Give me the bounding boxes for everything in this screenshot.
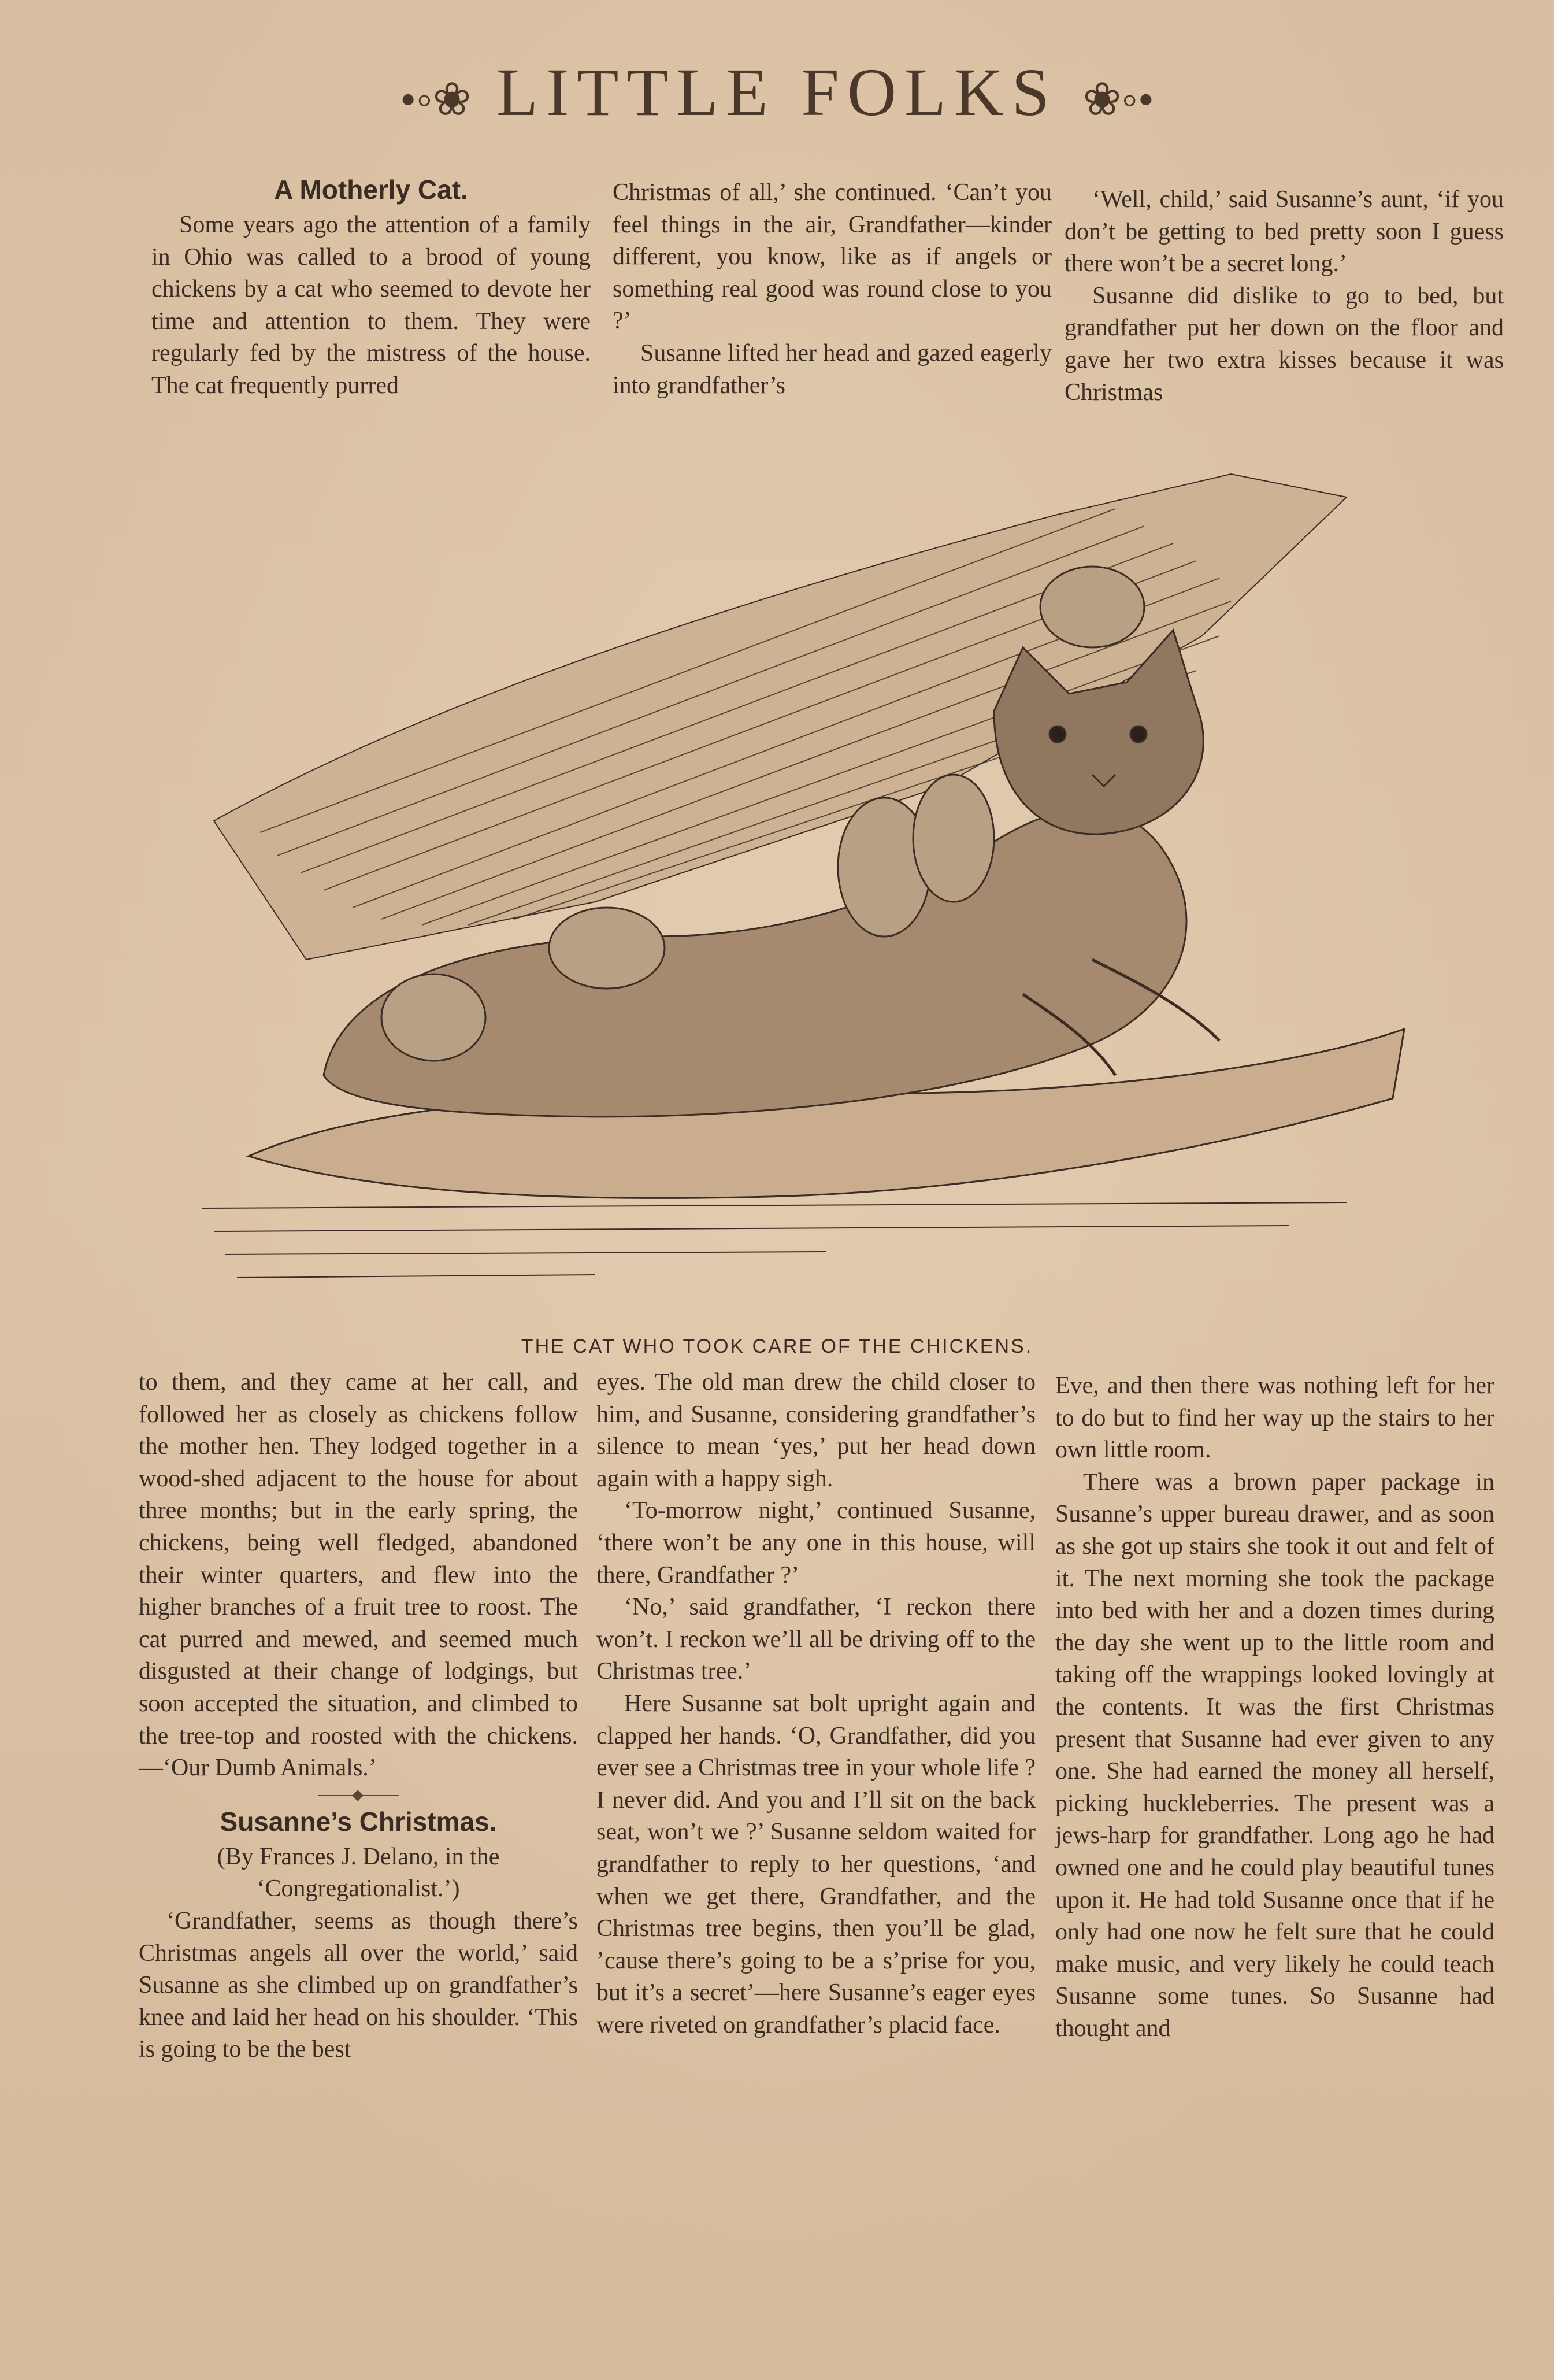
illustration-caption: THE CAT WHO TOOK CARE OF THE CHICKENS. bbox=[521, 1335, 1033, 1357]
byline-line-2: ‘Congregationalist.’) bbox=[257, 1875, 460, 1902]
article-paragraph: ‘Grandfather, seems as though there’s Christmas angels all over the world,’ said Susanne as she climbed up on grandfather’s knee and laid her head on his shoulder. ‘This is going to be the best bbox=[139, 1907, 578, 2063]
column-1-bottom bbox=[139, 1367, 578, 2066]
article-paragraph: ‘Well, child,’ said Susanne’s aunt, ‘if you don’t be getting to bed pretty soon I guess there won’t be a secret long.’ bbox=[1065, 186, 1504, 277]
article-paragraph: ‘To-morrow night,’ continued Susanne, ‘there won’t be any one in this house, will there, Grandfather ?’ bbox=[596, 1497, 1036, 1589]
article-paragraph: Susanne did dislike to go to bed, but grandfather put her down on the floor and gave her two extra kisses because it was Christmas bbox=[1065, 282, 1504, 406]
column-2-top bbox=[613, 177, 1052, 402]
article-paragraph: Here Susanne sat bolt upright again and clapped her hands. ‘O, Grandfather, did you ever see a Christmas tree in your whole life ? I never did. And you and I’ll sit on the back seat, won’t we ?’ Susanne seldom waited for grandfather to reply to her questions, ‘and when we get there, Grandfather, and the Christmas tree begins, then you’ll be glad, ’cause there’s going to be a s’prise for you, but it’s a secret’—here Susanne’s eager eyes were riveted on grandfather’s placid face. bbox=[596, 1690, 1036, 2038]
column-1-top bbox=[151, 172, 591, 402]
masthead bbox=[0, 53, 1554, 132]
masthead-ornament-right: ❀◦• bbox=[1082, 74, 1154, 125]
article-paragraph: to them, and they came at her call, and followed her as closely as chickens follow the mother hen. They lodged together in a wood-shed adjacent to the house for about three months; but in the early spring, the chickens, being well fledged, abandoned their winter quarters, and flew into the higher branches of a fruit tree to roost. The cat purred and mewed, and seemed much disgusted at their change of lodgings, but soon accepted the situation, and climbed to the tree-top and roosted with the chickens.—‘Our Dumb Animals.’ bbox=[139, 1369, 578, 1782]
article-paragraph: There was a brown paper package in Susanne’s upper bureau drawer, and as soon as she got up stairs she took it out and felt of it. The next morning she took the package into bed with her and a dozen times during the day she went up to the little room and taking off the wrappings looked lovingly at the contents. It was the first Christmas present that Susanne had ever given to any one. She had earned the money all herself, picking huckleberries. The present was a jews-harp for grandfather. Long ago he had owned one and he could play beautiful tunes upon it. He had told Susanne once that if he only had one now he felt sure that he could make music, and very likely he could teach Susanne some tunes. So Susanne had thought and bbox=[1055, 1468, 1494, 2042]
column-2-bottom bbox=[596, 1367, 1036, 2041]
masthead-title: LITTLE FOLKS bbox=[496, 54, 1058, 130]
byline-line-1: (By Frances J. Delano, in the bbox=[217, 1843, 500, 1870]
article-paragraph: Some years ago the attention of a family in Ohio was called to a brood of young chickens by a cat who seemed to devote her time and attention to them. They were regularly fed by the mistress of the house. The cat frequently purred bbox=[151, 212, 591, 399]
masthead-ornament-left: •◦❀ bbox=[400, 74, 472, 125]
article-paragraph: eyes. The old man drew the child closer to him, and Susanne, considering grandfather’s silence to mean ‘yes,’ put her head down again with a happy sigh. bbox=[596, 1369, 1036, 1492]
section-divider bbox=[318, 1795, 399, 1796]
column-3-top bbox=[1065, 184, 1504, 409]
cat-with-chickens-engraving bbox=[191, 462, 1451, 1330]
column-3-bottom bbox=[1055, 1370, 1494, 2045]
article-heading-motherly-cat: A Motherly Cat. bbox=[274, 175, 468, 205]
article-paragraph: Susanne lifted her head and gazed eagerly into grandfather’s bbox=[613, 339, 1052, 399]
article-paragraph: Christmas of all,’ she continued. ‘Can’t you feel things in the air, Grandfather—kinder different, you know, like as if angels or something real good was round close to you ?’ bbox=[613, 179, 1052, 335]
article-heading-susannes-christmas: Susanne’s Christmas. bbox=[220, 1806, 497, 1837]
article-paragraph: ‘No,’ said grandfather, ‘I reckon there won’t. I reckon we’ll all be driving off to the Christmas tree.’ bbox=[596, 1594, 1036, 1685]
article-paragraph: Eve, and then there was nothing left for her to do but to find her way up the stairs to her own little room. bbox=[1055, 1372, 1494, 1464]
